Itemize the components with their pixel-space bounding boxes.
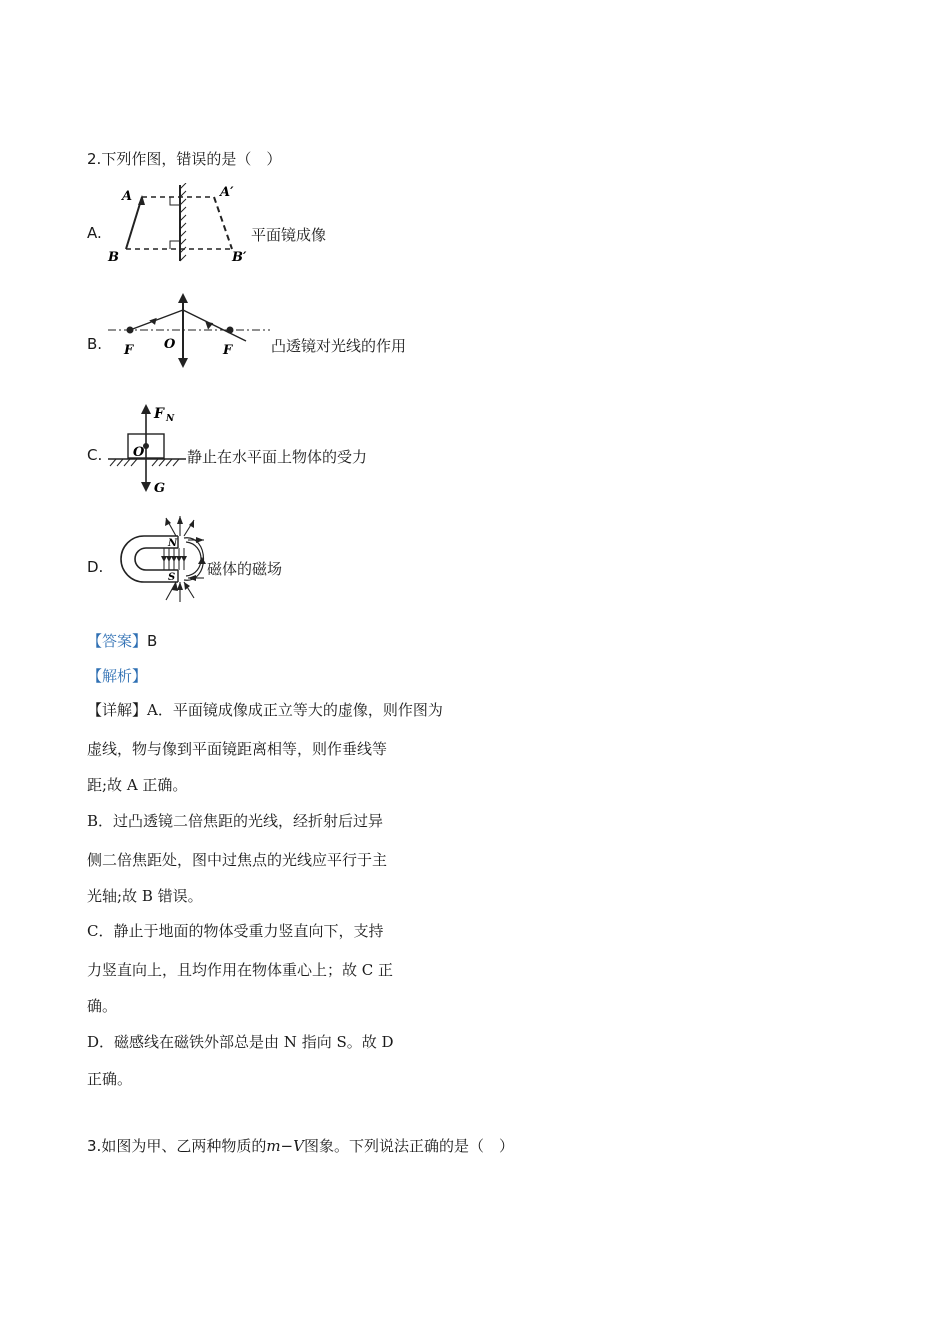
convex-lens-diagram — [106, 292, 272, 370]
plane-mirror-diagram — [104, 183, 254, 265]
question-number: 2. — [87, 150, 102, 168]
explanation-line: 确。 — [87, 997, 118, 1015]
explanation-line: 正确。 — [87, 1070, 133, 1088]
option-b-caption: 凸透镜对光线的作用 — [271, 337, 407, 355]
explanation-line: D．磁感线在磁铁外部总是由 N 指向 S。故 D — [87, 1033, 394, 1051]
option-d-caption: 磁体的磁场 — [207, 560, 283, 578]
answer-value: B — [147, 632, 158, 650]
analysis-tag: 【解析】 — [87, 667, 148, 685]
label-f-left: F — [124, 343, 134, 358]
question-2-stem — [87, 149, 281, 169]
label-b: B — [108, 250, 119, 265]
question-text: 下列作图，错误的是（ ） — [101, 150, 282, 168]
option-d-letter: D. — [87, 558, 104, 576]
label-north: N — [168, 538, 178, 549]
question-text-post: 图象。下列说法正确的是（ ） — [303, 1137, 514, 1155]
explanation-line: 虚线，物与像到平面镜距离相等，则作垂线等 — [87, 740, 388, 758]
label-b-prime: B′ — [232, 250, 247, 265]
force-diagram — [106, 402, 188, 496]
label-f: F — [154, 406, 164, 422]
option-c-letter: C. — [87, 446, 103, 464]
label-south: S — [168, 572, 176, 583]
explanation-line: 距;故 A 正确。 — [87, 776, 188, 794]
question-number: 3. — [87, 1137, 102, 1155]
label-a-prime: A′ — [220, 185, 234, 200]
option-a-letter: A. — [87, 224, 102, 242]
question-text-pre: 如图为甲、乙两种物质的 — [101, 1137, 267, 1155]
answer-tag: 【答案】 — [87, 632, 148, 650]
label-g: G — [154, 481, 166, 496]
label-n-subscript: N — [166, 414, 175, 424]
option-c-caption: 静止在水平面上物体的受力 — [187, 448, 368, 466]
math-expression: m−V — [266, 1137, 304, 1155]
label-o: O — [164, 337, 176, 352]
question-3-stem — [87, 1136, 514, 1156]
label-f-right: F — [223, 343, 233, 358]
explanation-line: 【详解】A．平面镜成像成正立等大的虚像，则作图为 — [87, 701, 443, 719]
explanation-line: 侧二倍焦距处，图中过焦点的光线应平行于主 — [87, 851, 388, 869]
explanation-line: 光轴;故 B 错误。 — [87, 887, 203, 905]
explanation-line: 力竖直向上，且均作用在物体重心上；故 C 正 — [87, 961, 394, 979]
magnet-field-diagram — [106, 514, 210, 604]
explanation-line: B．过凸透镜二倍焦距的光线，经折射后过异 — [87, 812, 384, 830]
explanation-line: C．静止于地面的物体受重力竖直向下，支持 — [87, 922, 384, 940]
label-o-center: O — [133, 445, 145, 460]
label-a: A — [122, 189, 133, 204]
option-b-letter: B. — [87, 335, 103, 353]
option-a-caption: 平面镜成像 — [251, 226, 327, 244]
answer-line — [87, 630, 157, 651]
